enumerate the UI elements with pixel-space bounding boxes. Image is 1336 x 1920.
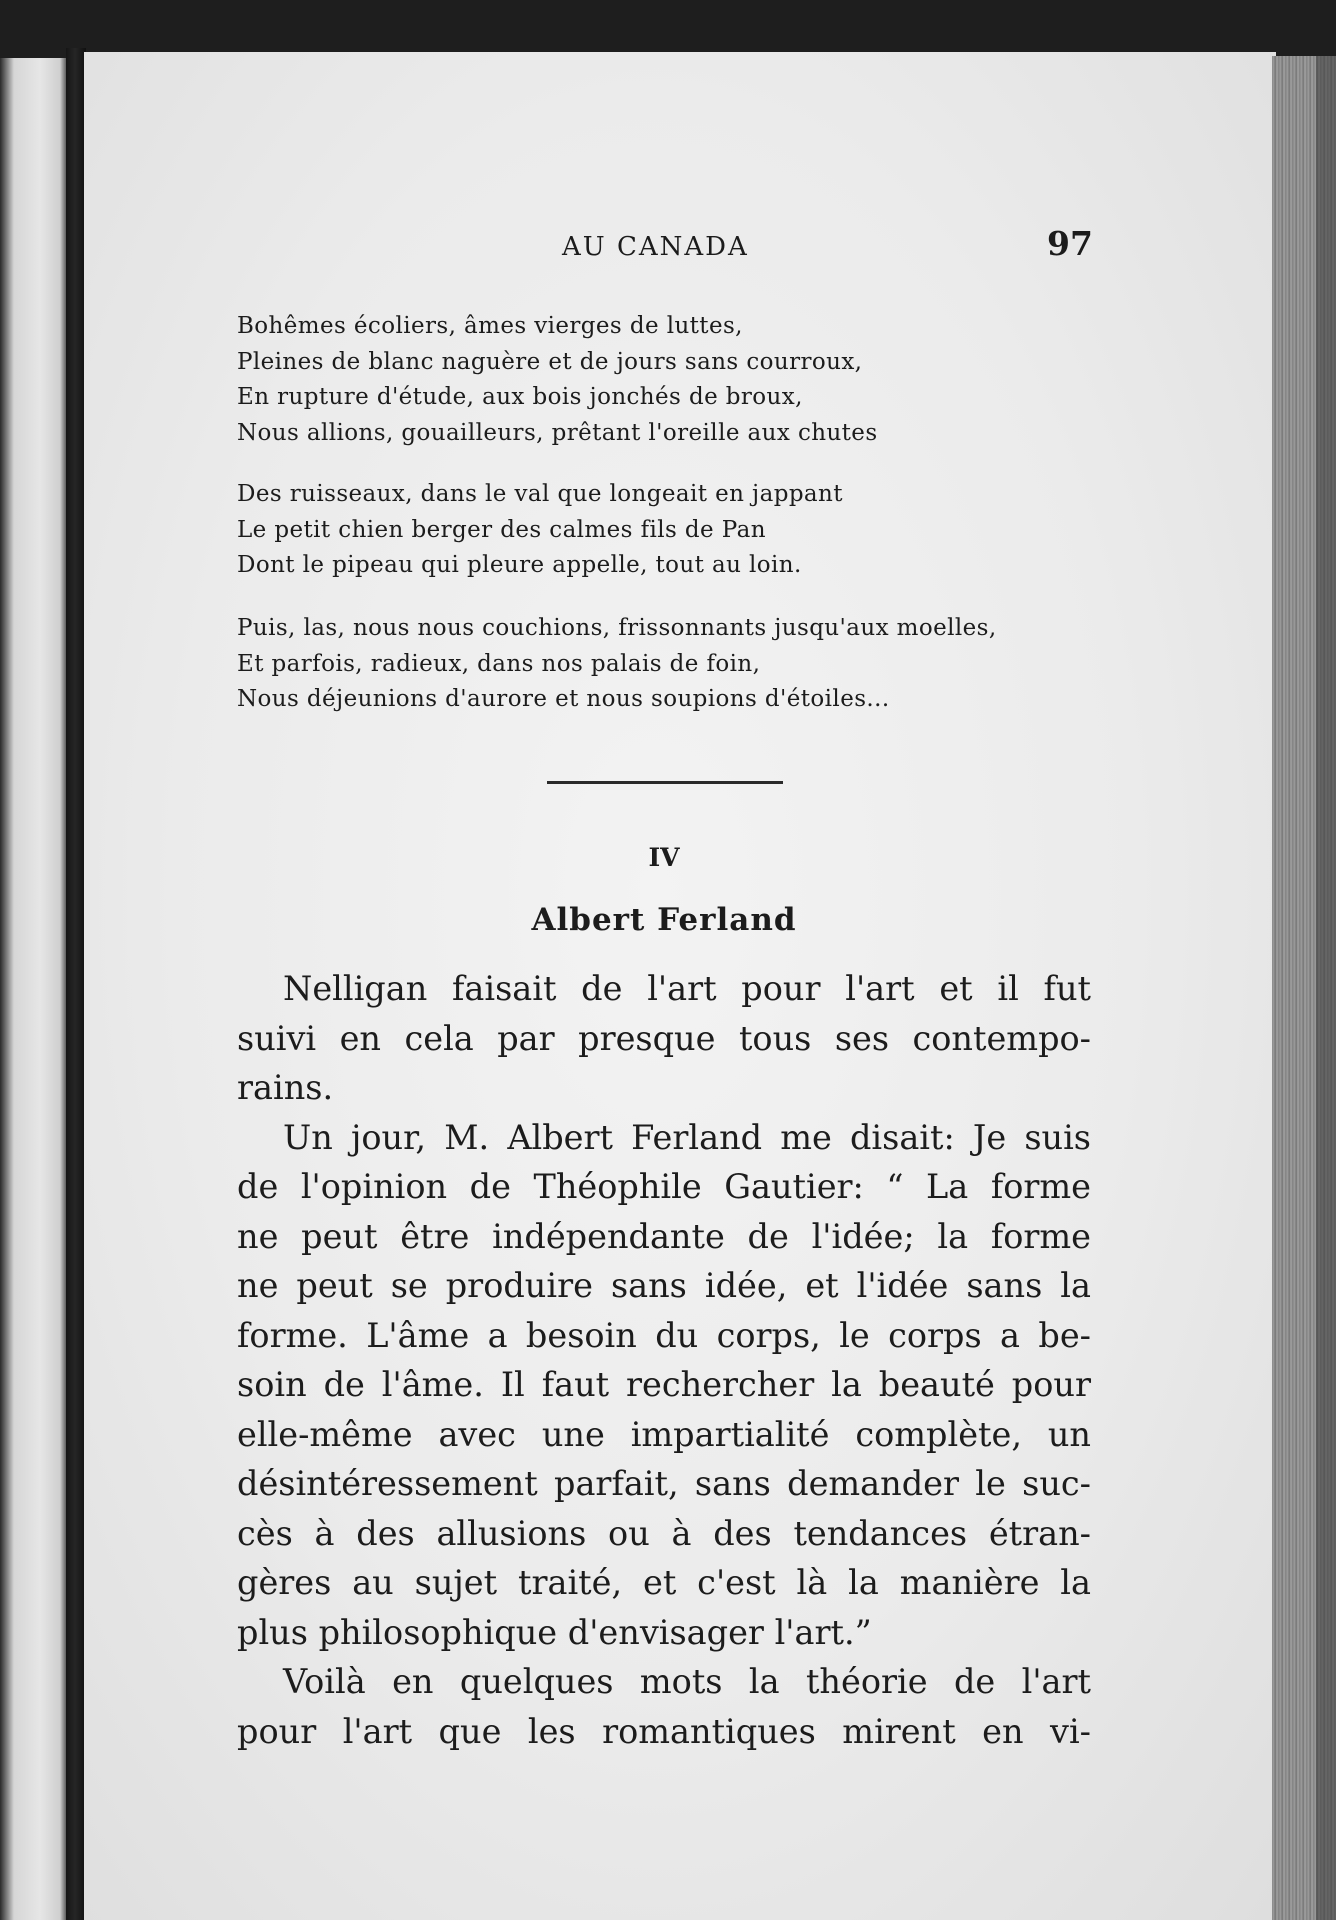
text-line: Un jour, M. Albert Ferland me disait: Je suis xyxy=(283,1117,1091,1157)
facing-page-edge xyxy=(0,58,68,1920)
verse-line: Et parfois, radieux, dans nos palais de foin, xyxy=(237,650,761,677)
book-gutter xyxy=(66,48,86,1920)
text-line: ne peut se produire sans idée, et l'idée sans la xyxy=(237,1266,1091,1305)
text-line: soin de l'âme. Il faut rechercher la beauté pour xyxy=(237,1365,1091,1404)
text-line: rains. xyxy=(237,1068,334,1107)
verse-line: Le petit chien berger des calmes fils de Pan xyxy=(237,516,766,543)
verse-line: Puis, las, nous nous couchions, frissonnants jusqu'aux moelles, xyxy=(237,615,997,641)
text-line: de l'opinion de Théophile Gautier: “ La forme xyxy=(237,1167,1091,1206)
text-line: cès à des allusions ou à des tendances étran- xyxy=(237,1513,1091,1553)
text-line: gères au sujet traité, et c'est là la manière la xyxy=(237,1563,1091,1602)
running-title: AU CANADA xyxy=(562,232,749,262)
text-line: désintéressement parfait, sans demander le suc- xyxy=(237,1464,1091,1503)
poem-stanza-1 xyxy=(237,309,878,451)
section-number: IV xyxy=(648,843,680,872)
section-title: Albert Ferland xyxy=(531,902,797,938)
verse-line: Nous allions, gouailleurs, prêtant l'oreille aux chutes xyxy=(237,419,878,446)
verse-line: Dont le pipeau qui pleure appelle, tout au loin. xyxy=(237,552,802,578)
text-line: forme. L'âme a besoin du corps, le corps a be- xyxy=(237,1315,1091,1355)
text-line: suivi en cela par presque tous ses contempo- xyxy=(237,1018,1091,1058)
page-block-shadow xyxy=(1316,56,1336,1920)
verse-line: Bohêmes écoliers, âmes vierges de luttes, xyxy=(237,313,743,339)
page-number: 97 xyxy=(1047,224,1093,263)
body-text xyxy=(237,964,1091,1756)
text-line: pour l'art que les romantiques mirent en vi- xyxy=(237,1711,1091,1751)
text-line: Nelligan faisait de l'art pour l'art et il fut xyxy=(283,969,1091,1008)
text-line: plus philosophique d'envisager l'art.” xyxy=(237,1612,872,1652)
verse-line: Des ruisseaux, dans le val que longeait en jappant xyxy=(237,481,843,507)
poem-stanza-3 xyxy=(237,611,997,718)
text-line: Voilà en quelques mots la théorie de l'art xyxy=(283,1662,1091,1701)
text-line: elle-même avec une impartialité complète, un xyxy=(237,1414,1091,1454)
verse-line: Nous déjeunions d'aurore et nous soupions d'étoiles... xyxy=(237,686,890,712)
text-line: ne peut être indépendante de l'idée; la forme xyxy=(237,1216,1091,1256)
verse-line: En rupture d'étude, aux bois jonchés de broux, xyxy=(237,384,803,410)
section-divider xyxy=(547,781,783,784)
poem-stanza-2 xyxy=(237,477,843,584)
verse-line: Pleines de blanc naguère et de jours sans courroux, xyxy=(237,348,863,375)
